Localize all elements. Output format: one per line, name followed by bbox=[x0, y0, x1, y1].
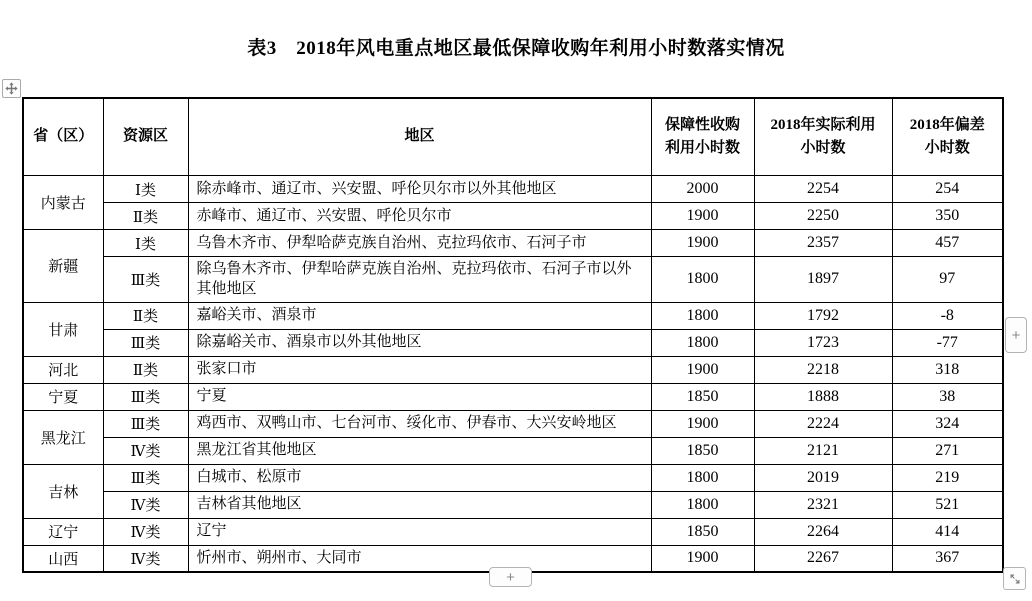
table-move-handle[interactable] bbox=[2, 79, 21, 98]
cell-province: 新疆 bbox=[23, 230, 103, 303]
column-header-province: 省（区） bbox=[23, 98, 103, 176]
cell-actual: 1888 bbox=[754, 383, 892, 410]
cell-deviation: -77 bbox=[892, 329, 1003, 356]
cell-zone: Ⅲ类 bbox=[103, 383, 188, 410]
header-row bbox=[23, 98, 1003, 176]
cell-guaranteed: 1850 bbox=[651, 437, 754, 464]
cell-actual: 1792 bbox=[754, 302, 892, 329]
cell-province: 甘肃 bbox=[23, 302, 103, 356]
cell-province: 吉林 bbox=[23, 464, 103, 518]
cell-guaranteed: 2000 bbox=[651, 176, 754, 203]
column-header-region: 地区 bbox=[188, 98, 651, 176]
wind-power-table bbox=[22, 97, 1004, 573]
cell-region: 辽宁 bbox=[188, 518, 651, 545]
cell-zone: Ⅳ类 bbox=[103, 518, 188, 545]
cell-actual: 1723 bbox=[754, 329, 892, 356]
cell-actual: 2264 bbox=[754, 518, 892, 545]
table-row bbox=[23, 437, 1003, 464]
table-row bbox=[23, 464, 1003, 491]
cell-region: 乌鲁木齐市、伊犁哈萨克族自治州、克拉玛依市、石河子市 bbox=[188, 230, 651, 257]
cell-deviation: 414 bbox=[892, 518, 1003, 545]
cell-province: 宁夏 bbox=[23, 383, 103, 410]
cell-deviation: 324 bbox=[892, 410, 1003, 437]
cell-region: 忻州市、朔州市、大同市 bbox=[188, 545, 651, 572]
cell-guaranteed: 1900 bbox=[651, 230, 754, 257]
cell-guaranteed: 1850 bbox=[651, 383, 754, 410]
cell-zone: Ⅳ类 bbox=[103, 491, 188, 518]
cell-region: 嘉峪关市、酒泉市 bbox=[188, 302, 651, 329]
cell-region: 张家口市 bbox=[188, 356, 651, 383]
cell-guaranteed: 1900 bbox=[651, 203, 754, 230]
column-header-guaranteed: 保障性收购 利用小时数 bbox=[651, 98, 754, 176]
table-row bbox=[23, 302, 1003, 329]
cell-actual: 2218 bbox=[754, 356, 892, 383]
cell-region: 除乌鲁木齐市、伊犁哈萨克族自治州、克拉玛依市、石河子市以外其他地区 bbox=[188, 257, 651, 303]
table-row bbox=[23, 230, 1003, 257]
table-row bbox=[23, 329, 1003, 356]
move-cross-icon bbox=[5, 82, 18, 95]
cell-guaranteed: 1800 bbox=[651, 329, 754, 356]
cell-zone: Ⅰ类 bbox=[103, 176, 188, 203]
cell-deviation: 38 bbox=[892, 383, 1003, 410]
cell-province: 内蒙古 bbox=[23, 176, 103, 230]
cell-actual: 2019 bbox=[754, 464, 892, 491]
table-resize-handle[interactable] bbox=[1003, 567, 1026, 590]
cell-deviation: 350 bbox=[892, 203, 1003, 230]
table-row bbox=[23, 410, 1003, 437]
cell-region: 吉林省其他地区 bbox=[188, 491, 651, 518]
cell-guaranteed: 1900 bbox=[651, 545, 754, 572]
cell-region: 白城市、松原市 bbox=[188, 464, 651, 491]
cell-actual: 2321 bbox=[754, 491, 892, 518]
cell-zone: Ⅳ类 bbox=[103, 437, 188, 464]
cell-region: 除嘉峪关市、酒泉市以外其他地区 bbox=[188, 329, 651, 356]
cell-zone: Ⅱ类 bbox=[103, 356, 188, 383]
cell-province: 山西 bbox=[23, 545, 103, 572]
cell-deviation: 457 bbox=[892, 230, 1003, 257]
cell-actual: 2250 bbox=[754, 203, 892, 230]
cell-region: 赤峰市、通辽市、兴安盟、呼伦贝尔市 bbox=[188, 203, 651, 230]
cell-guaranteed: 1800 bbox=[651, 491, 754, 518]
column-header-actual: 2018年实际利用 小时数 bbox=[754, 98, 892, 176]
add-row-button[interactable] bbox=[489, 567, 532, 587]
table-title: 表3 2018年风电重点地区最低保障收购年利用小时数落实情况 bbox=[247, 38, 785, 59]
cell-actual: 1897 bbox=[754, 257, 892, 303]
add-column-button[interactable] bbox=[1005, 317, 1027, 353]
cell-deviation: 219 bbox=[892, 464, 1003, 491]
cell-deviation: 271 bbox=[892, 437, 1003, 464]
cell-province: 辽宁 bbox=[23, 518, 103, 545]
cell-zone: Ⅰ类 bbox=[103, 230, 188, 257]
cell-zone: Ⅱ类 bbox=[103, 203, 188, 230]
diagonal-resize-icon bbox=[1008, 572, 1022, 586]
table-row bbox=[23, 491, 1003, 518]
plus-icon: + bbox=[506, 568, 515, 586]
cell-guaranteed: 1800 bbox=[651, 257, 754, 303]
cell-deviation: 97 bbox=[892, 257, 1003, 303]
cell-actual: 2254 bbox=[754, 176, 892, 203]
cell-guaranteed: 1900 bbox=[651, 356, 754, 383]
cell-guaranteed: 1800 bbox=[651, 464, 754, 491]
cell-region: 除赤峰市、通辽市、兴安盟、呼伦贝尔市以外其他地区 bbox=[188, 176, 651, 203]
cell-guaranteed: 1900 bbox=[651, 410, 754, 437]
column-header-zone: 资源区 bbox=[103, 98, 188, 176]
cell-zone: Ⅳ类 bbox=[103, 545, 188, 572]
cell-region: 鸡西市、双鸭山市、七台河市、绥化市、伊春市、大兴安岭地区 bbox=[188, 410, 651, 437]
cell-actual: 2121 bbox=[754, 437, 892, 464]
cell-actual: 2224 bbox=[754, 410, 892, 437]
column-header-deviation: 2018年偏差 小时数 bbox=[892, 98, 1003, 176]
cell-deviation: 318 bbox=[892, 356, 1003, 383]
table-row bbox=[23, 356, 1003, 383]
cell-province: 黑龙江 bbox=[23, 410, 103, 464]
table-body bbox=[23, 176, 1003, 573]
cell-deviation: 367 bbox=[892, 545, 1003, 572]
cell-guaranteed: 1800 bbox=[651, 302, 754, 329]
table-row bbox=[23, 518, 1003, 545]
cell-actual: 2357 bbox=[754, 230, 892, 257]
table-row bbox=[23, 176, 1003, 203]
cell-deviation: 254 bbox=[892, 176, 1003, 203]
cell-province: 河北 bbox=[23, 356, 103, 383]
cell-region: 黑龙江省其他地区 bbox=[188, 437, 651, 464]
cell-actual: 2267 bbox=[754, 545, 892, 572]
plus-icon: + bbox=[1011, 326, 1021, 344]
cell-zone: Ⅲ类 bbox=[103, 257, 188, 303]
cell-zone: Ⅲ类 bbox=[103, 464, 188, 491]
table-row bbox=[23, 203, 1003, 230]
cell-deviation: 521 bbox=[892, 491, 1003, 518]
cell-zone: Ⅱ类 bbox=[103, 302, 188, 329]
cell-region: 宁夏 bbox=[188, 383, 651, 410]
table-header bbox=[23, 98, 1003, 176]
cell-guaranteed: 1850 bbox=[651, 518, 754, 545]
table-row bbox=[23, 383, 1003, 410]
cell-zone: Ⅲ类 bbox=[103, 410, 188, 437]
table-row bbox=[23, 257, 1003, 303]
cell-deviation: -8 bbox=[892, 302, 1003, 329]
cell-zone: Ⅲ类 bbox=[103, 329, 188, 356]
